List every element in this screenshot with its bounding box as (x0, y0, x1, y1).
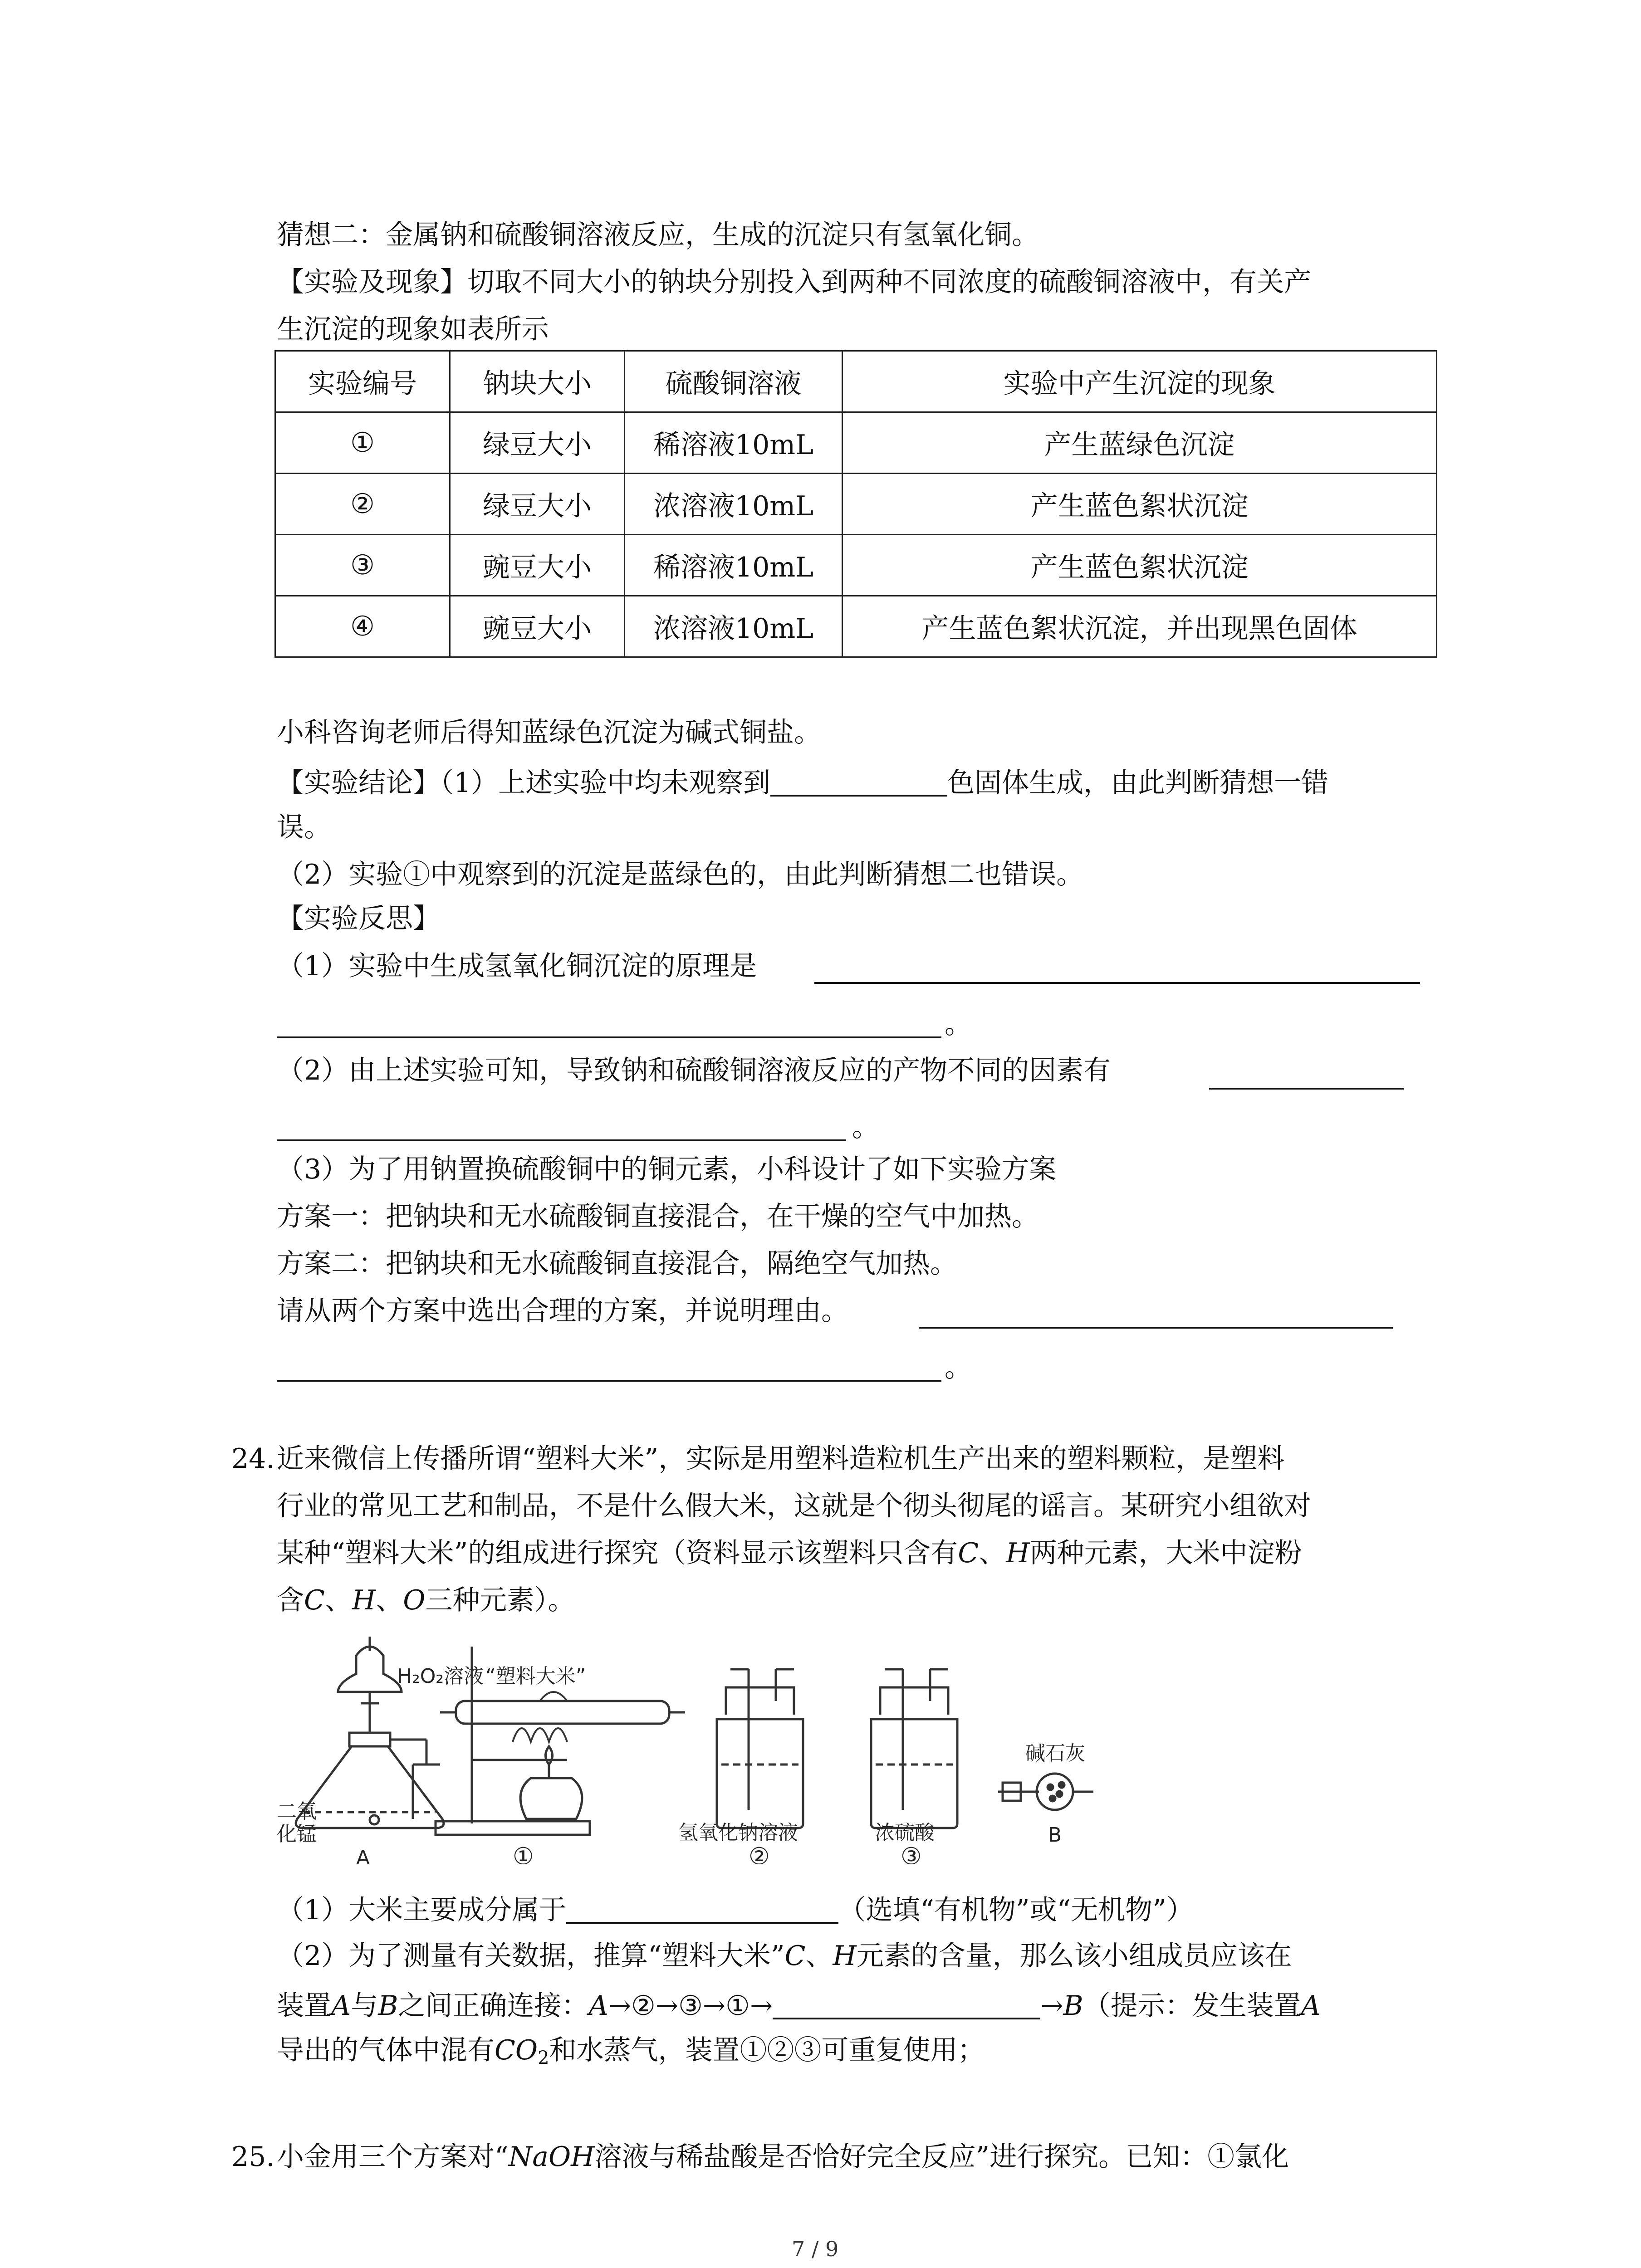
answer-blank-principle[interactable] (814, 982, 1420, 984)
naoh-label: 氢氧化钠溶液 (678, 1821, 798, 1844)
conclusion-one-end: 色固体生成，由此判断猜想一错 (947, 767, 1329, 799)
text: 、 (376, 1584, 403, 1616)
answer-blank-factors-cont[interactable] (277, 1139, 846, 1141)
text: 和水蒸气，装置①②③可重复使用； (549, 2034, 985, 2066)
answer-blank-plan[interactable] (919, 1327, 1393, 1329)
answer-blank-factors[interactable] (1209, 1088, 1404, 1090)
element-c: C (958, 1537, 979, 1569)
element-h: H (352, 1584, 376, 1616)
text: 导出的气体中混有 (277, 2034, 495, 2066)
answer-blank-plan-cont[interactable] (277, 1380, 941, 1382)
table-cell: 浓溶液10mL (625, 596, 843, 657)
element-h: H (833, 1940, 857, 1972)
table-row (275, 474, 1437, 535)
text: （1）大米主要成分属于 (277, 1894, 567, 1926)
plan-one: 方案一：把钠块和无水硫酸铜直接混合，在干燥的空气中加热。 (277, 1201, 1039, 1232)
table-cell: ③ (275, 535, 450, 596)
table-cell: 产生蓝色絮状沉淀，并出现黑色固体 (843, 596, 1437, 657)
q24-sub2-line1 (277, 1942, 1292, 1970)
soda-lime-label: 碱石灰 (1025, 1742, 1085, 1765)
label-b-ref: B (378, 1990, 398, 2022)
question-24-line1: 近来微信上传播所谓“塑料大米”，实际是用塑料造粒机生产出来的塑料颗粒，是塑料 (277, 1443, 1285, 1475)
text: 含 (277, 1584, 304, 1616)
text: 之间正确连接： (398, 1990, 589, 2022)
period: 。 (945, 1008, 972, 1040)
plan-two: 方案二：把钠块和无水硫酸铜直接混合，隔绝空气加热。 (277, 1248, 957, 1280)
table-row (275, 412, 1437, 474)
table-header: 实验中产生沉淀的现象 (843, 351, 1437, 412)
experiment-intro-line2: 生沉淀的现象如表所示 (277, 313, 549, 345)
text: 小金用三个方案对“ (277, 2141, 509, 2173)
question-24-number: 24. (231, 1443, 275, 1475)
page-number: 7 / 9 (792, 2237, 839, 2261)
table-header: 硫酸铜溶液 (625, 351, 843, 412)
table-cell: 豌豆大小 (450, 596, 625, 657)
table-row (275, 596, 1437, 657)
formula-co: CO (495, 2034, 538, 2066)
q24-sub2-line2 (277, 1989, 1321, 2022)
h2so4-label: 浓硫酸 (875, 1821, 935, 1844)
period: 。 (945, 1352, 972, 1383)
experiment-intro-line1: 【实验及现象】切取不同大小的钠块分别投入到两种不同浓度的硫酸铜溶液中，有关产 (277, 266, 1311, 298)
table-cell: 绿豆大小 (450, 412, 625, 474)
question-24-line3 (277, 1537, 1302, 1569)
period: 。 (852, 1111, 879, 1143)
consult-text: 小科咨询老师后得知蓝绿色沉淀为碱式铜盐。 (277, 717, 821, 748)
apparatus-figure (277, 1628, 1497, 1864)
table-row (275, 535, 1437, 596)
table-cell: ① (275, 412, 450, 474)
apparatus-3 (871, 1669, 957, 1828)
element-h: H (1006, 1537, 1030, 1569)
table-cell: 豌豆大小 (450, 535, 625, 596)
answer-blank-principle-cont[interactable] (277, 1036, 941, 1038)
apparatus-b (998, 1774, 1093, 1810)
answer-blank-color[interactable] (770, 767, 947, 797)
table-header: 实验编号 (275, 351, 450, 412)
table-header-row (275, 351, 1437, 412)
table-cell: 产生蓝绿色沉淀 (843, 412, 1437, 474)
table-cell: 稀溶液10mL (625, 412, 843, 474)
reflection-one: （1）实验中生成氢氧化铜沉淀的原理是 (277, 950, 757, 982)
label-a-ref: A (1301, 1990, 1321, 2022)
conclusion-two: （2）实验①中观察到的沉淀是蓝绿色的，由此判断猜想二也错误。 (277, 859, 1084, 890)
conclusion-one-start: 【实验结论】（1）上述实验中均未观察到 (277, 767, 771, 799)
answer-blank-connection[interactable] (773, 1989, 1040, 2019)
label-3: ③ (901, 1843, 922, 1864)
text: （2）为了测量有关数据，推算“塑料大米” (277, 1940, 785, 1972)
label-b-ref: B (1063, 1990, 1083, 2022)
label-1: ① (513, 1843, 534, 1864)
text: （提示：发生装置 (1083, 1990, 1301, 2022)
apparatus-2 (717, 1669, 803, 1828)
choose-plan: 请从两个方案中选出合理的方案，并说明理由。 (277, 1295, 848, 1327)
table-cell: 浓溶液10mL (625, 474, 843, 535)
text: （选填“有机物”或“无机物”） (838, 1894, 1194, 1926)
table-cell: 绿豆大小 (450, 474, 625, 535)
reflection-title: 【实验反思】 (277, 903, 440, 934)
label-b: B (1048, 1823, 1062, 1847)
q24-sub2-line3 (277, 2034, 985, 2068)
arrow: → (1040, 1990, 1063, 2022)
answer-blank-organic[interactable] (566, 1894, 838, 1924)
reflection-three: （3）为了用钠置换硫酸铜中的铜元素，小科设计了如下实验方案 (277, 1154, 1057, 1185)
table-header: 钠块大小 (450, 351, 625, 412)
text: 两种元素，大米中淀粉 (1029, 1537, 1302, 1569)
question-24-line4 (277, 1584, 575, 1616)
mno2-label-line2: 化锰 (277, 1823, 317, 1846)
h2o2-label: H₂O₂溶液 (397, 1665, 484, 1688)
label-a: A (356, 1846, 370, 1864)
text: 溶液与稀盐酸是否恰好完全反应”进行探究。已知：①氯化 (594, 2141, 1289, 2173)
element-c: C (784, 1940, 806, 1972)
table-cell: 稀溶液10mL (625, 535, 843, 596)
table-cell: ④ (275, 596, 450, 657)
text: 、 (324, 1584, 352, 1616)
text: 三种元素）。 (425, 1584, 575, 1616)
q24-sub1 (277, 1894, 1194, 1924)
text: 、 (979, 1537, 1006, 1569)
label-a-ref: A (588, 1990, 608, 2022)
formula-subscript: 2 (538, 2048, 549, 2068)
connection-sequence: →②→③→①→ (608, 1990, 773, 2022)
label-2: ② (749, 1843, 770, 1864)
question-25-number: 25. (231, 2141, 275, 2173)
element-o: O (403, 1584, 426, 1616)
question-25-text (277, 2141, 1289, 2173)
table-cell: 产生蓝色絮状沉淀 (843, 474, 1437, 535)
text: 装置 (277, 1990, 331, 2022)
table-cell: 产生蓝色絮状沉淀 (843, 535, 1437, 596)
rice-label: “塑料大米” (485, 1665, 586, 1688)
conclusion-one (277, 767, 1328, 797)
text: 、 (805, 1940, 833, 1972)
reflection-two: （2）由上述实验可知，导致钠和硫酸铜溶液反应的产物不同的因素有 (277, 1055, 1111, 1086)
conclusion-one-wrap: 误。 (277, 811, 331, 843)
element-c: C (304, 1584, 325, 1616)
mno2-label-line1: 二氧 (277, 1800, 317, 1823)
guess-two: 猜想二：金属钠和硫酸铜溶液反应，生成的沉淀只有氢氧化铜。 (277, 219, 1039, 251)
text: 某种“塑料大米”的组成进行探究（资料显示该塑料只含有 (277, 1537, 958, 1569)
text: 元素的含量，那么该小组成员应该在 (856, 1940, 1292, 1972)
question-24-line2: 行业的常见工艺和制品，不是什么假大米，这就是个彻头彻尾的谣言。某研究小组欲对 (277, 1490, 1311, 1522)
formula-naoh: NaOH (508, 2141, 595, 2173)
label-a-ref: A (331, 1990, 351, 2022)
experiment-table (274, 350, 1437, 658)
text: 与 (351, 1990, 378, 2022)
table-cell: ② (275, 474, 450, 535)
